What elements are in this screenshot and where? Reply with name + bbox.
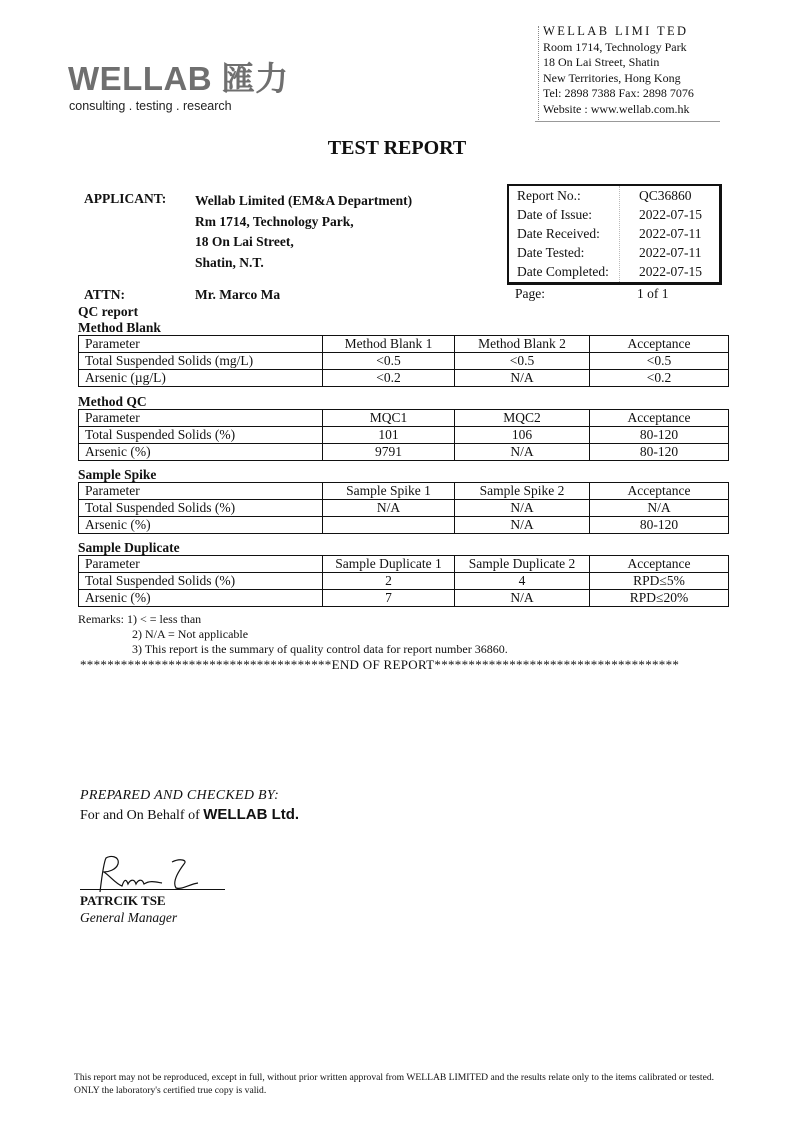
table-header-row [79,410,729,427]
end-of-report: *************************************END OF REPORT************************************ [80,657,680,672]
remarks [78,612,508,657]
table-row [79,573,729,590]
parameter-cell: Arsenic (%) [79,444,323,461]
page-label: Page: [515,286,545,301]
attn-value: Mr. Marco Ma [195,287,281,302]
section-title-method-blank: Method Blank [78,320,161,335]
signatory-name: PATRCIK TSE [80,893,166,908]
table-row [79,517,729,534]
page-number: 1 of 1 [637,286,669,301]
table-header-row [79,556,729,573]
table-header-cell: Acceptance [590,410,729,427]
parameter-cell: Total Suspended Solids (mg/L) [79,353,323,370]
qc-report-label: QC report [78,304,139,319]
value-cell: N/A [455,500,590,517]
signatory-title: General Manager [80,910,178,925]
footer-disclaimer: This report may not be reproduced, except in full, without prior written approval from WELLAB LIMITED and the results relate only to the items calibrated or tested. ONLY the laboratory's certified true copy is valid. [74,1072,715,1096]
applicant-label: APPLICANT: [84,191,167,206]
table-header-cell: Parameter [79,336,323,353]
received-date-value: 2022-07-11 [639,226,702,241]
applicant-line: Wellab Limited (EM&A Department) [195,193,413,208]
value-cell: N/A [455,444,590,461]
acceptance-cell: 80-120 [590,517,729,534]
prepared-by-label: PREPARED AND CHECKED BY: [80,788,280,803]
acceptance-cell: <0.2 [590,370,729,387]
tested-date-value: 2022-07-11 [639,245,702,260]
report-no-label: Report No.: [517,188,581,203]
table-header-cell: Acceptance [590,483,729,500]
table-header-cell: MQC2 [455,410,590,427]
table-header-cell: MQC1 [323,410,455,427]
value-cell: <0.5 [455,353,590,370]
on-behalf-prefix: For and On Behalf of [80,808,200,823]
section-title-method-qc: Method QC [78,394,147,409]
applicant-line: Shatin, N.T. [195,254,264,270]
parameter-cell: Arsenic (%) [79,590,323,607]
table-header-cell: Sample Spike 2 [455,483,590,500]
website-line: Website : www.wellab.com.hk [543,101,690,116]
table-row [79,353,729,370]
sample-duplicate-table [78,555,729,607]
method-blank-table [78,335,729,387]
table-row [79,370,729,387]
company-logo: WELLAB 匯力 [68,60,289,97]
tested-date-label: Date Tested: [517,245,585,260]
value-cell: <0.2 [323,370,455,387]
value-cell: 101 [323,427,455,444]
table-header-cell: Sample Duplicate 2 [455,556,590,573]
value-cell: N/A [455,370,590,387]
remark-line: 2) N/A = Not applicable [132,627,249,641]
header-rule [535,121,720,122]
table-header-cell: Acceptance [590,336,729,353]
address-divider [538,26,540,120]
completed-date-value: 2022-07-15 [639,264,702,279]
section-title-sample-spike: Sample Spike [78,467,157,482]
table-header-row [79,483,729,500]
table-header-cell: Method Blank 1 [323,336,455,353]
table-header-cell: Sample Spike 1 [323,483,455,500]
parameter-cell: Arsenic (%) [79,517,323,534]
table-header-cell: Parameter [79,410,323,427]
logo-tagline: consulting . testing . research [69,99,232,113]
sample-spike-table [78,482,729,534]
signature-line [80,889,225,890]
table-row [79,427,729,444]
on-behalf-company: WELLAB Ltd. [203,806,300,823]
parameter-cell: Total Suspended Solids (%) [79,573,323,590]
parameter-cell: Total Suspended Solids (%) [79,427,323,444]
company-name: WELLAB LIMI TED [543,24,689,38]
value-cell: 9791 [323,444,455,461]
attn-label: ATTN: [84,287,126,302]
table-row [79,590,729,607]
table-header-cell: Sample Duplicate 1 [323,556,455,573]
value-cell: N/A [455,517,590,534]
report-title: TEST REPORT [327,137,467,159]
address-line: New Territories, Hong Kong [543,70,681,85]
acceptance-cell: 80-120 [590,444,729,461]
acceptance-cell: RPD≤5% [590,573,729,590]
on-behalf-line [80,806,299,824]
table-header-cell: Acceptance [590,556,729,573]
report-no-value: QC36860 [639,188,692,203]
parameter-cell: Total Suspended Solids (%) [79,500,323,517]
issue-date-label: Date of Issue: [517,207,592,222]
table-header-row [79,336,729,353]
received-date-label: Date Received: [517,226,600,241]
applicant-line: Rm 1714, Technology Park, [195,213,354,229]
value-cell: N/A [455,590,590,607]
value-cell: 7 [323,590,455,607]
applicant-line: 18 On Lai Street, [195,234,294,249]
parameter-cell: Arsenic (µg/L) [79,370,323,387]
acceptance-cell: <0.5 [590,353,729,370]
company-address [543,24,694,117]
remark-line: 3) This report is the summary of quality control data for report number 36860. [132,642,508,656]
applicant-address [195,191,412,273]
value-cell: 106 [455,427,590,444]
remark-line: Remarks: 1) < = less than [78,612,202,626]
section-title-sample-duplicate: Sample Duplicate [78,540,180,555]
table-row [79,444,729,461]
table-header-cell: Parameter [79,483,323,500]
address-line: 18 On Lai Street, Shatin [543,55,660,69]
report-info-box [507,184,722,285]
value-cell [323,517,455,534]
acceptance-cell: 80-120 [590,427,729,444]
issue-date-value: 2022-07-15 [639,207,702,222]
value-cell: N/A [323,500,455,517]
acceptance-cell: N/A [590,500,729,517]
acceptance-cell: RPD≤20% [590,590,729,607]
method-qc-table [78,409,729,461]
contact-line: Tel: 2898 7388 Fax: 2898 7076 [543,86,694,100]
value-cell: 4 [455,573,590,590]
report-info-divider [619,186,621,282]
table-header-cell: Parameter [79,556,323,573]
address-line: Room 1714, Technology Park [543,39,687,54]
value-cell: 2 [323,573,455,590]
completed-date-label: Date Completed: [517,264,609,279]
value-cell: <0.5 [323,353,455,370]
table-header-cell: Method Blank 2 [455,336,590,353]
table-row [79,500,729,517]
